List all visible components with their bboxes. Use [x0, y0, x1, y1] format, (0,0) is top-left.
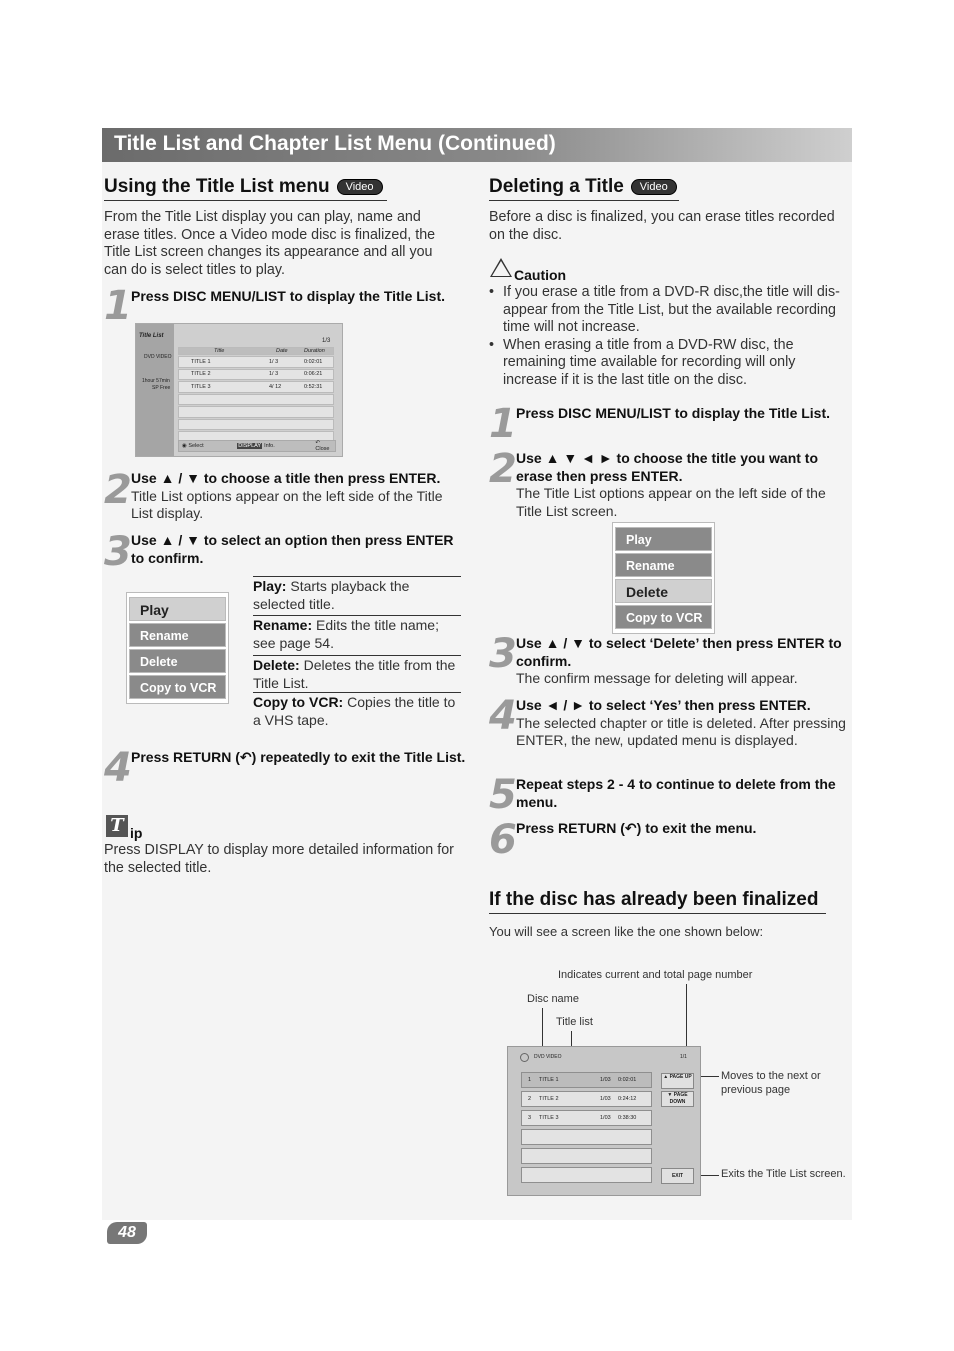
exit-button[interactable]: EXIT: [661, 1168, 694, 1184]
page-down-button[interactable]: ▼ PAGE DOWN: [661, 1091, 694, 1107]
page-header: [102, 128, 852, 162]
option-desc: Edits the title name; see page 54.: [253, 617, 439, 651]
section-title: Using the Title List menu: [104, 176, 330, 197]
row-duration: 0:52:31: [304, 383, 323, 390]
table-row-empty: [178, 419, 334, 431]
step-number: 1: [104, 283, 132, 329]
page-number: 48: [107, 1222, 147, 1244]
annotation-disc-name: Disc name: [527, 993, 579, 1005]
col-title: Title: [214, 348, 225, 354]
step-bold: Use ▲ / ▼ to select ‘Delete’ then press ENTER to confirm.: [516, 635, 842, 669]
screen-heading: Title List: [139, 333, 164, 339]
screen-title-table: [178, 347, 334, 444]
tip-label: ip: [130, 825, 143, 841]
option-rename: [253, 615, 461, 655]
table-row-empty: [178, 406, 334, 418]
page-title: Title List and Chapter List Menu (Continued): [114, 132, 556, 155]
step-bold: Press RETURN (↶) to exit the menu.: [516, 820, 757, 836]
options-menu: [612, 522, 715, 634]
table-row[interactable]: [521, 1091, 652, 1107]
menu-item-copy-to-vcr[interactable]: Copy to VCR: [615, 605, 712, 629]
menu-item-delete[interactable]: Delete: [615, 579, 712, 603]
options-description: [253, 576, 461, 731]
option-play: [253, 576, 461, 615]
options-menu: [126, 592, 229, 704]
title-list-screen: [135, 323, 343, 457]
row-title: TITLE 2: [539, 1096, 559, 1102]
caution-item: • If you erase a title from a DVD-R disc,the title will dis-appear from the Title List, but the available recording time will not increase.: [489, 284, 849, 337]
menu-item-play[interactable]: Play: [615, 527, 712, 551]
step-detail: The confirm message for deleting will appear.: [516, 670, 798, 686]
step-2: [516, 450, 851, 520]
screen-remaining-mode: SP Free: [152, 385, 171, 391]
page-up-button[interactable]: ▲ PAGE UP: [661, 1073, 694, 1089]
row-title: TITLE 1: [539, 1077, 559, 1083]
option-desc: Deletes the title from the Title List.: [253, 657, 456, 691]
row-title: TITLE 3: [191, 383, 211, 390]
step-bold: Repeat steps 2 - 4 to continue to delete from the menu.: [516, 776, 836, 810]
screen-page: 1/1: [680, 1054, 687, 1060]
step-3: [131, 532, 466, 567]
screen-disc: DVD VIDEO: [144, 354, 172, 360]
table-row-empty: [521, 1148, 652, 1164]
row-title: TITLE 2: [191, 371, 211, 378]
step-number: 6: [489, 817, 517, 863]
option-label: Rename:: [253, 617, 313, 633]
step-number: 3: [104, 529, 132, 575]
menu-item-copy-to-vcr[interactable]: Copy to VCR: [129, 675, 226, 699]
video-badge: Video: [631, 179, 677, 195]
caution-list: [489, 284, 849, 390]
option-copy-to-vcr: [253, 692, 461, 731]
row-title: TITLE 1: [191, 358, 211, 365]
tip-icon: T: [106, 815, 128, 837]
step-bold: Use ▲ ▼ ◄ ► to choose the title you want to erase then press ENTER.: [516, 450, 819, 484]
row-number: 2: [528, 1096, 532, 1102]
step-number: 3: [489, 631, 517, 677]
footer-select-label: Select: [188, 443, 204, 449]
annotation-next-prev: Moves to the next or previous page: [721, 1070, 821, 1096]
footer-info: Info.: [264, 443, 275, 449]
step-2: [131, 470, 466, 523]
row-date: 1/03: [600, 1115, 611, 1121]
step-detail: Title List options appear on the left side of the Title List display.: [131, 487, 443, 521]
option-label: Play:: [253, 578, 287, 594]
option-delete: [253, 655, 461, 692]
screen-remaining-time: 1hour 57min: [142, 378, 170, 384]
footer-close-label: Close: [315, 446, 330, 452]
step-bold: Press RETURN (↶) repeatedly to exit the Title List.: [131, 749, 466, 765]
caution-item: • When erasing a title from a DVD-RW disc, the remaining time available for recording will only increase if it is the last title on the disc.: [489, 337, 849, 390]
menu-item-rename[interactable]: Rename: [129, 623, 226, 647]
step-bold: Use ◄ / ► to select ‘Yes’ then press ENTER.: [516, 697, 811, 713]
option-label: Copy to VCR:: [253, 694, 344, 710]
table-row-empty: [521, 1167, 652, 1183]
section-title: Deleting a Title: [489, 176, 624, 197]
annotation-page-number: Indicates current and total page number: [558, 969, 753, 981]
tip-text: Press DISPLAY to display more detailed information for the selected title.: [104, 842, 454, 876]
table-row[interactable]: [178, 369, 334, 381]
step-number: 2: [104, 467, 132, 513]
step-1: [131, 288, 466, 306]
table-row[interactable]: [521, 1072, 652, 1088]
annotation-title-list: Title list: [556, 1016, 593, 1028]
section-heading-title-list: [104, 176, 387, 201]
step-5: [516, 776, 856, 811]
video-badge: Video: [337, 179, 383, 195]
option-label: Delete:: [253, 657, 300, 673]
menu-item-rename[interactable]: Rename: [615, 553, 712, 577]
warning-icon: [490, 258, 512, 277]
menu-item-play[interactable]: Play: [129, 597, 226, 621]
row-duration: 0:24:12: [618, 1096, 637, 1102]
row-number: 1: [528, 1077, 532, 1083]
step-4: [131, 749, 466, 767]
table-row[interactable]: [521, 1110, 652, 1126]
finalized-title-list-screen: [507, 1046, 701, 1196]
intro-text: From the Title List display you can play, name and erase titles. Once a Video mode disc is finalized, the Title List screen changes its appearance and all you can do is select titles to play.: [104, 209, 436, 278]
col-duration: Duration: [304, 348, 325, 354]
row-date: 1/ 3: [269, 358, 279, 365]
screen-disc: DVD VIDEO: [534, 1054, 562, 1060]
table-row[interactable]: [178, 381, 334, 393]
col-date: Date: [276, 348, 288, 354]
row-duration: 0:02:01: [618, 1077, 637, 1083]
section-title: If the disc has already been finalized: [489, 889, 819, 910]
row-date: 1/03: [600, 1096, 611, 1102]
step-number: 4: [104, 745, 132, 791]
menu-item-delete[interactable]: Delete: [129, 649, 226, 673]
disc-icon: [520, 1053, 529, 1062]
annotation-exit: Exits the Title List screen.: [721, 1168, 846, 1180]
intro-text: Before a disc is finalized, you can erase titles recorded on the disc.: [489, 209, 835, 243]
footer-select: ◉ Select: [182, 443, 204, 449]
row-date: 4/ 12: [269, 383, 282, 390]
caution-title: Caution: [514, 267, 567, 283]
step-detail: The selected chapter or title is deleted. After pressing ENTER, the new, updated menu is displayed.: [516, 714, 846, 748]
step-bold: Use ▲ / ▼ to select an option then press ENTER to confirm.: [131, 532, 454, 566]
screen-footer: [178, 440, 336, 452]
row-title: TITLE 3: [539, 1115, 559, 1121]
table-row[interactable]: [178, 356, 334, 368]
option-desc: Starts playback the selected title.: [253, 578, 410, 612]
step-6: [516, 820, 851, 838]
footer-display: DISPLAY: [238, 443, 262, 449]
finalized-text: You will see a screen like the one shown below:: [489, 924, 764, 939]
step-1: [516, 405, 851, 423]
row-date: 1/ 3: [269, 371, 279, 378]
row-number: 3: [528, 1115, 532, 1121]
row-duration: 0:02:01: [304, 358, 323, 365]
step-3: [516, 635, 856, 688]
step-number: 2: [489, 446, 517, 492]
step-detail: The Title List options appear on the left side of the Title List screen.: [516, 485, 826, 519]
table-row-empty: [521, 1129, 652, 1145]
step-number: 1: [489, 401, 517, 447]
table-row-empty: [178, 394, 334, 406]
footer-close: ↶ Close: [315, 440, 330, 452]
step-bold: Press DISC MENU/LIST to display the Title List.: [131, 288, 446, 304]
table-header: [178, 347, 334, 355]
step-bold: Use ▲ / ▼ to choose a title then press ENTER.: [131, 470, 441, 486]
screen-page: 1/3: [322, 338, 331, 344]
section-heading-finalized: [489, 889, 826, 914]
row-date: 1/03: [600, 1077, 611, 1083]
step-4: [516, 697, 851, 750]
option-desc: Copies the title to a VHS tape.: [253, 694, 456, 728]
section-heading-deleting: [489, 176, 679, 201]
step-number: 4: [489, 693, 517, 739]
step-bold: Press DISC MENU/LIST to display the Title List.: [516, 405, 831, 421]
row-duration: 0:38:30: [618, 1115, 637, 1121]
step-number: 5: [489, 772, 517, 818]
row-duration: 0:06:21: [304, 371, 323, 378]
